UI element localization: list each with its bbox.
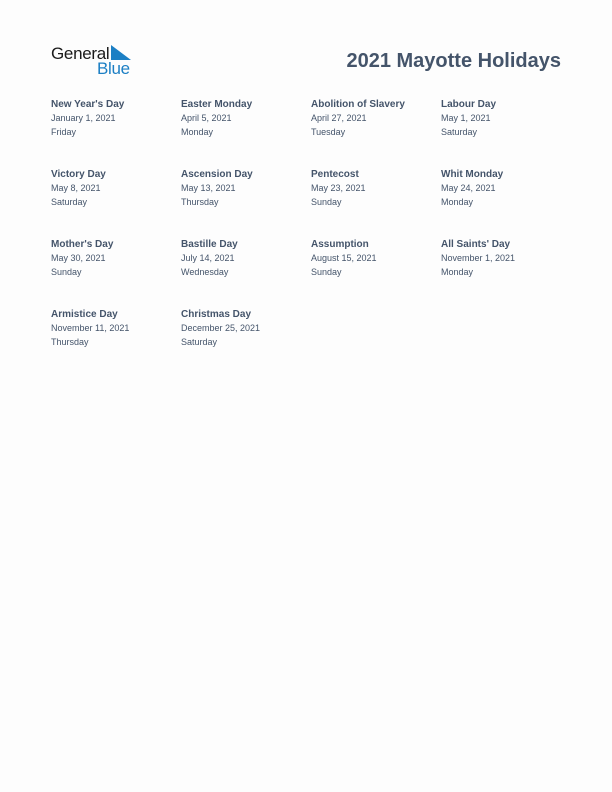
holiday-weekday: Tuesday [311, 126, 346, 137]
logo-triangle-icon [111, 45, 131, 60]
holiday-entry [51, 238, 181, 308]
holiday-name: Christmas Day [181, 309, 252, 320]
holiday-name: Bastille Day [181, 239, 238, 250]
holiday-name: All Saints' Day [441, 239, 511, 250]
holiday-name: Armistice Day [51, 309, 118, 320]
holiday-date: May 23, 2021 [311, 183, 366, 193]
holiday-name: New Year's Day [51, 99, 125, 110]
holiday-name: Abolition of Slavery [311, 99, 405, 110]
holiday-entry [51, 308, 181, 378]
holiday-date: April 27, 2021 [311, 113, 367, 123]
holiday-date: January 1, 2021 [51, 113, 116, 123]
holiday-date: May 1, 2021 [441, 113, 491, 123]
holiday-entry [311, 238, 441, 308]
logo-text-blue: Blue [97, 59, 130, 78]
holiday-entry [311, 168, 441, 238]
holiday-weekday: Sunday [311, 266, 342, 277]
holiday-date: May 24, 2021 [441, 183, 496, 193]
generalblue-logo [51, 44, 141, 78]
holiday-entry [181, 98, 311, 168]
holiday-name: Ascension Day [181, 169, 253, 180]
holiday-entry [441, 98, 571, 168]
holiday-date: April 5, 2021 [181, 113, 232, 123]
holiday-weekday: Sunday [311, 196, 342, 207]
holiday-date: July 14, 2021 [181, 253, 235, 263]
page-title: 2021 Mayotte Holidays [346, 50, 561, 72]
holiday-weekday: Saturday [441, 126, 478, 137]
holiday-weekday: Monday [441, 266, 474, 277]
holiday-weekday: Monday [441, 196, 474, 207]
holiday-date: May 8, 2021 [51, 183, 101, 193]
holiday-entry [441, 238, 571, 308]
holiday-entry [51, 98, 181, 168]
holiday-weekday: Sunday [51, 266, 82, 277]
holiday-entry [311, 98, 441, 168]
holiday-date: November 1, 2021 [441, 253, 516, 263]
holiday-entry [51, 168, 181, 238]
holiday-entry [181, 238, 311, 308]
holiday-entry [181, 308, 311, 378]
holiday-weekday: Thursday [181, 196, 219, 207]
holiday-weekday: Saturday [181, 336, 218, 347]
holiday-date: May 30, 2021 [51, 253, 106, 263]
holiday-entry [441, 168, 571, 238]
logo-text-general: General [51, 44, 110, 63]
holiday-name: Pentecost [311, 169, 359, 180]
holiday-weekday: Friday [51, 126, 77, 137]
holiday-weekday: Monday [181, 126, 214, 137]
holiday-name: Assumption [311, 239, 369, 250]
holiday-date: August 15, 2021 [311, 253, 377, 263]
holiday-list [51, 98, 571, 378]
holiday-name: Victory Day [51, 169, 106, 180]
holiday-weekday: Wednesday [181, 266, 229, 277]
holiday-weekday: Thursday [51, 336, 89, 347]
holiday-name: Easter Monday [181, 99, 253, 110]
holiday-name: Labour Day [441, 99, 497, 110]
holiday-date: December 25, 2021 [181, 323, 261, 333]
holiday-name: Whit Monday [441, 169, 504, 180]
holiday-entry [181, 168, 311, 238]
holiday-weekday: Saturday [51, 196, 88, 207]
holiday-name: Mother's Day [51, 239, 114, 250]
holiday-date: November 11, 2021 [51, 323, 130, 333]
holiday-date: May 13, 2021 [181, 183, 236, 193]
